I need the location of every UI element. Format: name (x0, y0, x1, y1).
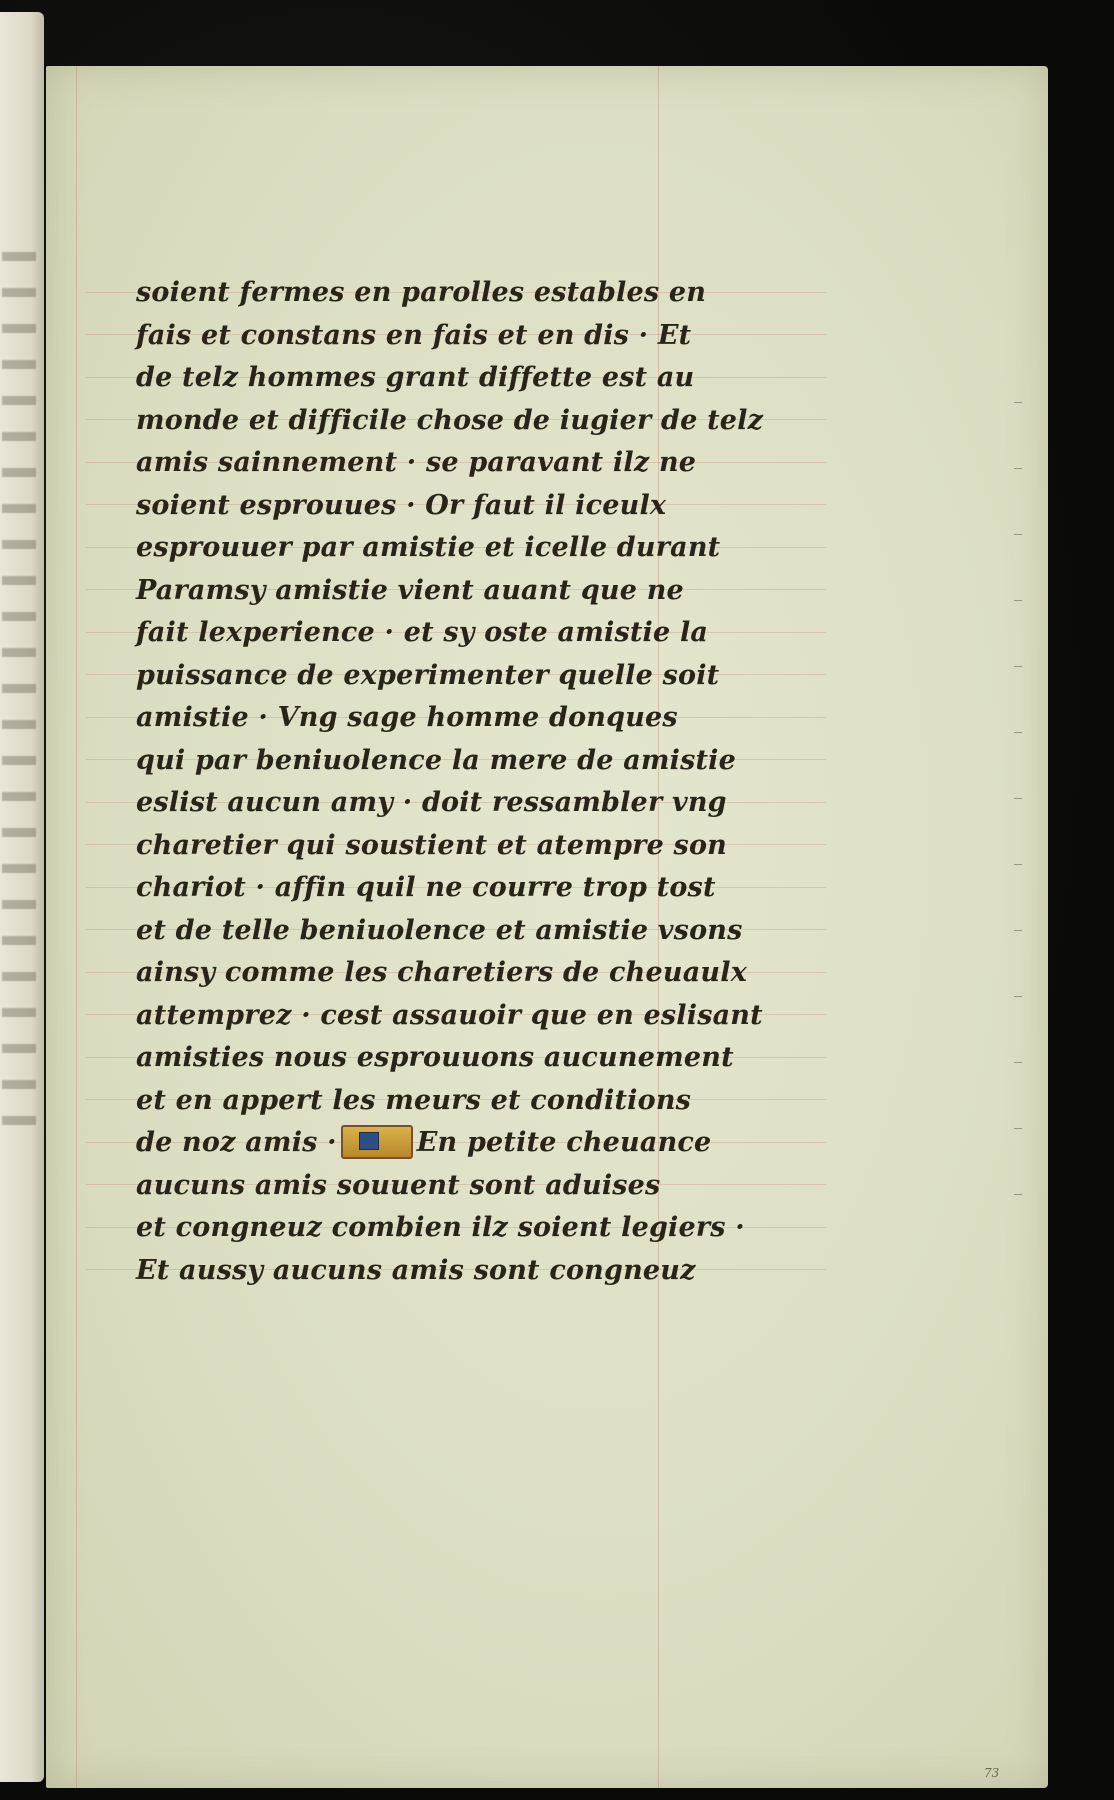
text-line: fait lexperience · et sy oste amistie la (136, 617, 709, 648)
pricking-mark (1014, 534, 1022, 535)
text-line: aucuns amis souuent sont aduises (136, 1169, 661, 1201)
pricking-mark (1014, 996, 1022, 997)
text-line-tail: En petite cheuance (416, 1127, 712, 1158)
text-line: attemprez · cest assauoir que en eslisant (136, 999, 763, 1031)
pricking-mark (1014, 600, 1022, 601)
folio-number: 73 (984, 1766, 1000, 1780)
previous-leaf-edge (0, 12, 44, 1782)
text-line: charetier qui soustient et atempre son (136, 829, 728, 861)
text-line: amis sainnement · se paravant ilz ne (136, 447, 697, 478)
pricking-mark (1014, 468, 1022, 469)
pricking-mark (1014, 666, 1022, 667)
initial-blue-field (359, 1132, 379, 1150)
text-line: qui par beniuolence la mere de amistie (136, 744, 737, 776)
text-line: et congneuz combien ilz soient legiers · (136, 1212, 745, 1243)
text-line-head: de noz amis · (136, 1127, 337, 1158)
pricking-mark (1014, 1128, 1022, 1129)
pricking-mark (1014, 930, 1022, 931)
pricking-mark (1014, 402, 1022, 403)
text-line: et en appert les meurs et conditions (136, 1084, 692, 1116)
pricking-mark (1014, 864, 1022, 865)
text-line: soient fermes en parolles estables en (136, 277, 707, 308)
pricking-mark (1014, 732, 1022, 733)
text-line: et de telle beniuolence et amistie vsons (136, 914, 743, 946)
text-line: amisties nous esprouuons aucunement (136, 1042, 734, 1073)
text-line: esprouuer par amistie et icelle durant (136, 532, 721, 563)
manuscript-folio (46, 66, 1048, 1788)
text-line: de telz hommes grant diffette est au (136, 362, 695, 393)
text-line: Paramsy amistie vient auant que ne (136, 574, 684, 606)
text-line: puissance de experimenter quelle soit (136, 659, 720, 691)
text-line: fais et constans en fais et en dis · Et (136, 319, 692, 351)
illuminated-initial (341, 1125, 413, 1159)
text-line: soient esprouues · Or faut il iceulx (136, 489, 667, 521)
text-block (136, 272, 836, 1292)
text-line: amistie · Vng sage homme donques (136, 702, 678, 733)
pricking-mark (1014, 798, 1022, 799)
text-line: monde et difficile chose de iugier de telz (136, 404, 764, 436)
text-line: ainsy comme les charetiers de cheuaulx (136, 957, 747, 988)
pricking-mark (1014, 1194, 1022, 1195)
text-line: eslist aucun amy · doit ressambler vng (136, 787, 727, 818)
ruling-line-left (76, 66, 77, 1788)
text-line: chariot · affin quil ne courre trop tost (136, 872, 716, 903)
previous-leaf-text-traces (2, 252, 36, 1152)
pricking-mark (1014, 1062, 1022, 1063)
text-line-with-initial (136, 1122, 836, 1165)
text-line: Et aussy aucuns amis sont congneuz (136, 1254, 696, 1286)
